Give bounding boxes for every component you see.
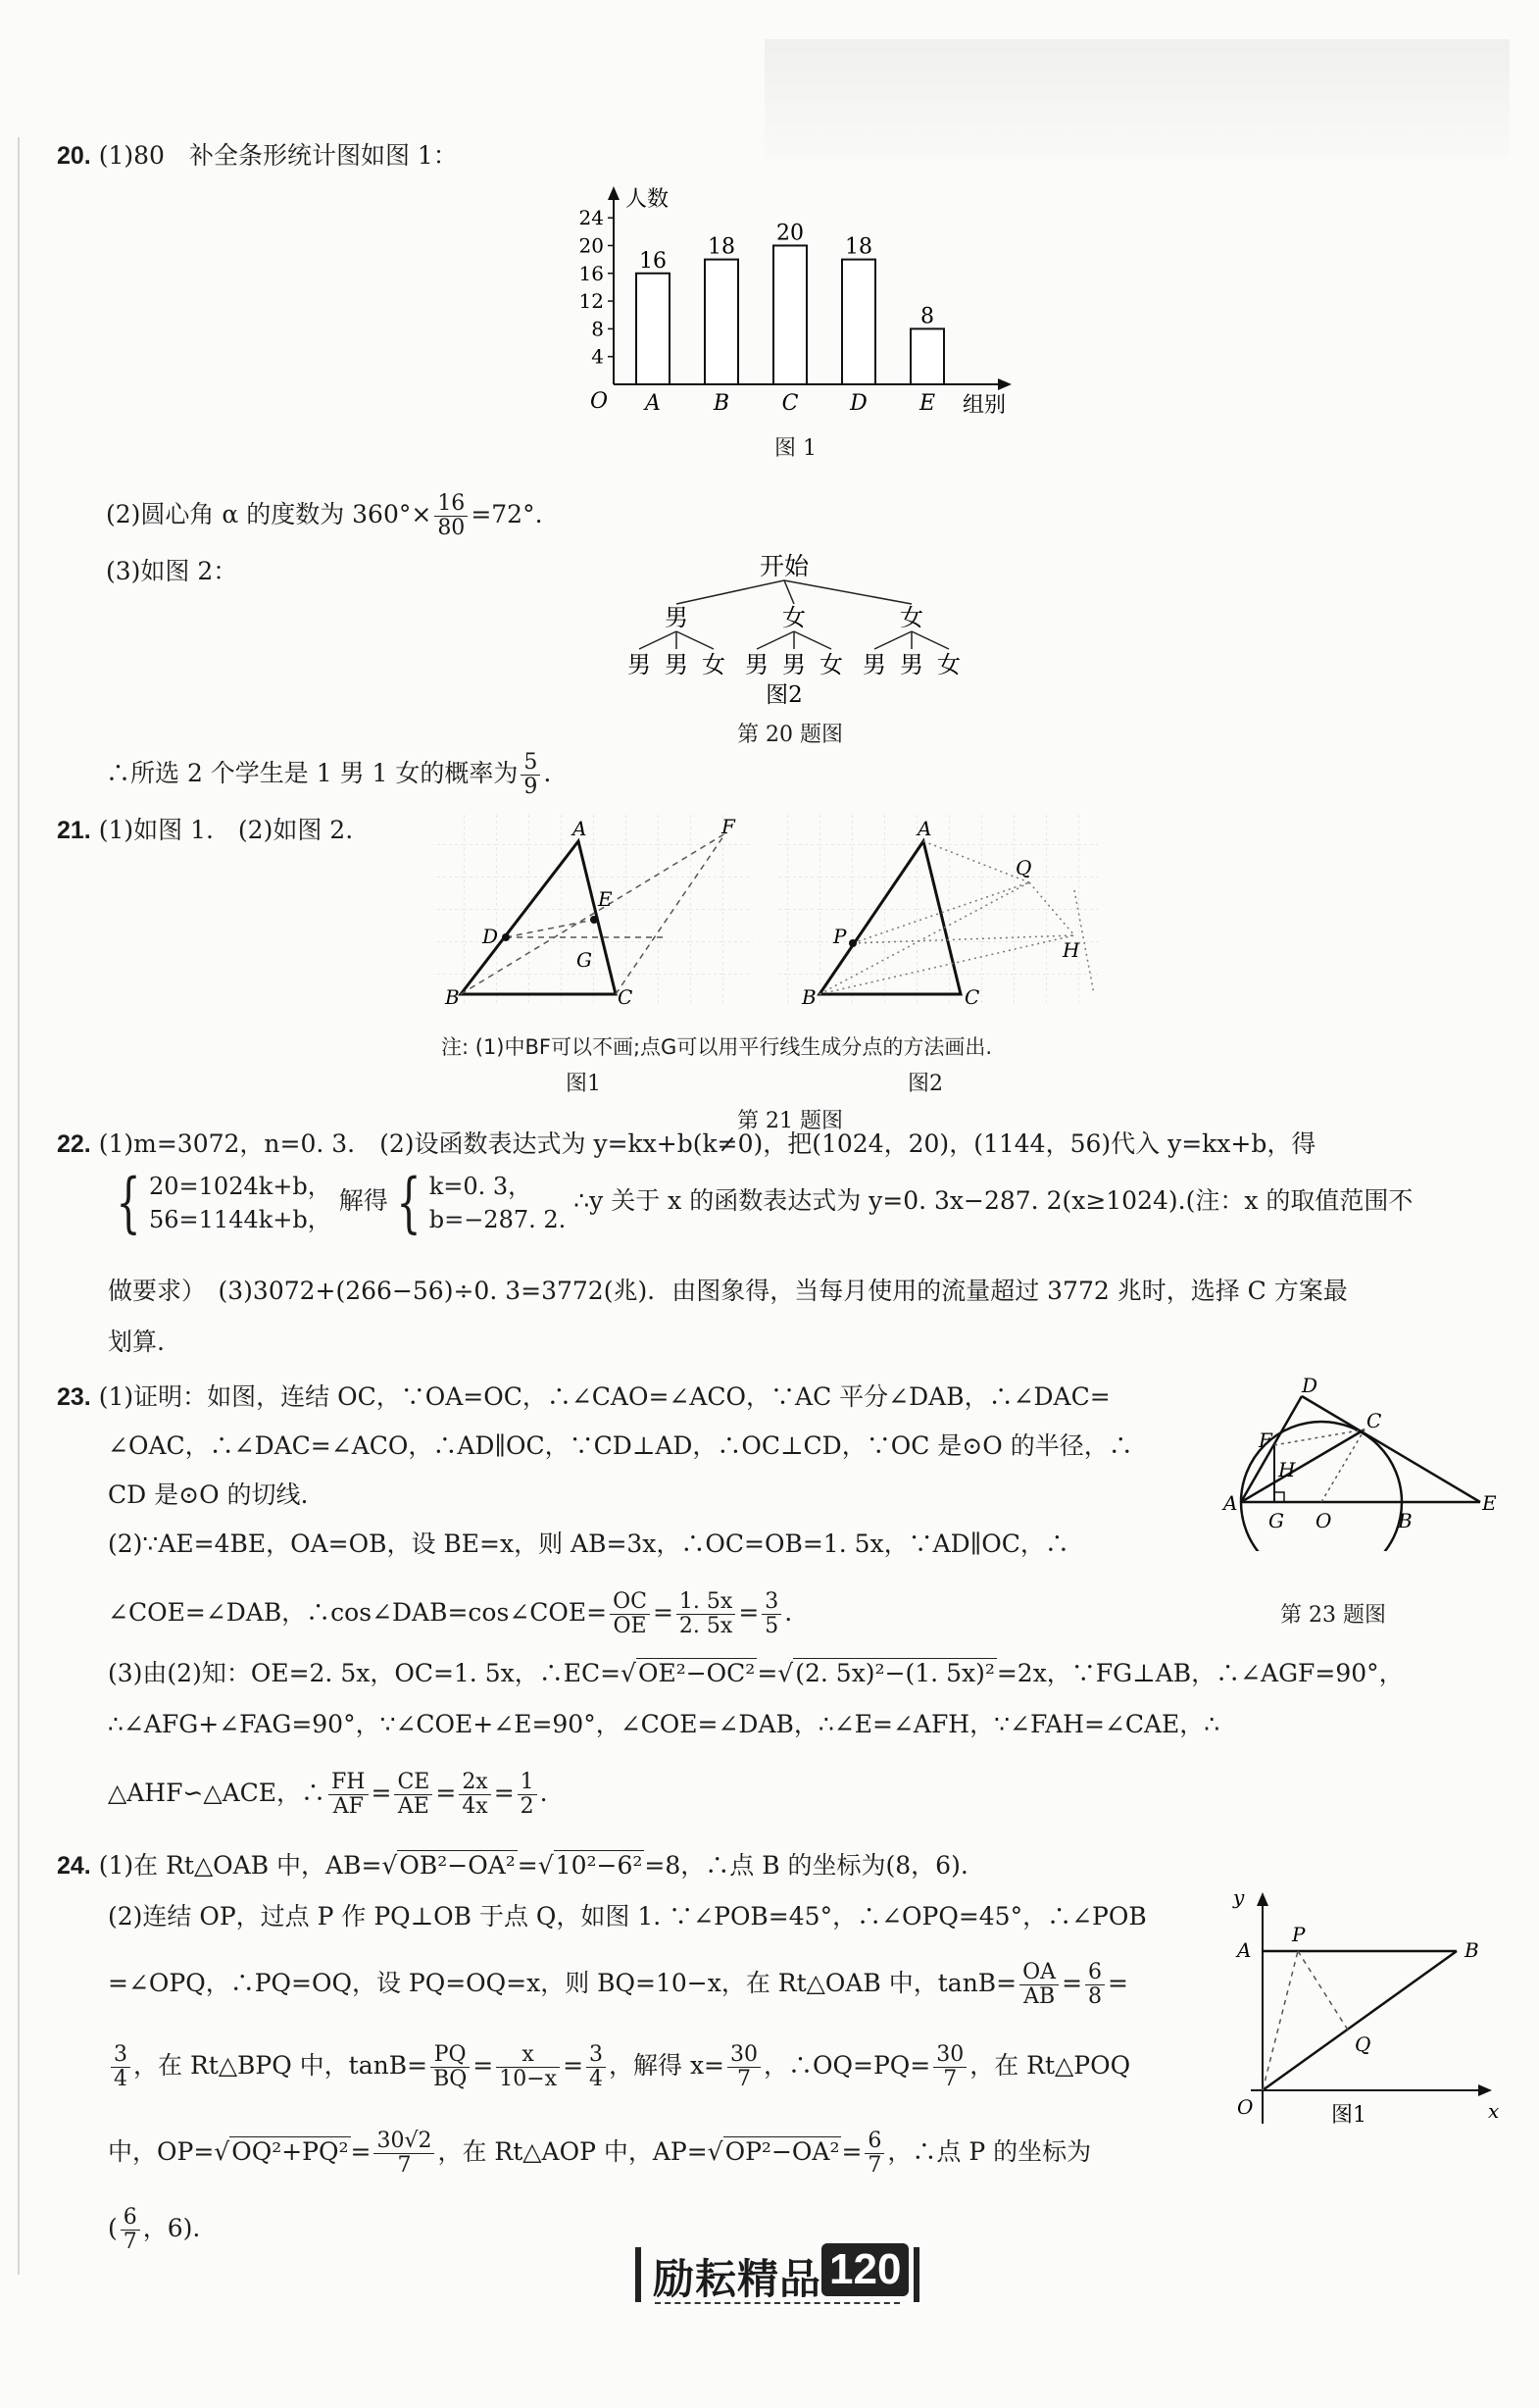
bar-value-label: 20 — [776, 221, 804, 246]
fraction: $\frac{16}{80}$ — [434, 492, 468, 540]
q21-figures — [431, 812, 1108, 1037]
svg-text:G: G — [576, 948, 592, 972]
brand-name: 励耘精品 — [653, 2255, 822, 2303]
x-tick-label: A — [645, 391, 661, 416]
point-d — [502, 933, 510, 941]
q21-line1: 21. (1)如图 1. (2)如图 2. — [57, 816, 354, 844]
q20-line1: 20. (1)80 补全条形统计图如图 1： — [57, 141, 458, 170]
tree-leaf-node: 女 — [937, 651, 961, 678]
svg-text:P: P — [1292, 1923, 1306, 1946]
q22-line4: 划算. — [108, 1328, 165, 1356]
q20-figure-caption: 第 20 题图 — [737, 723, 843, 747]
footer-logo — [635, 2241, 919, 2306]
tree-leaf-node: 男 — [745, 651, 769, 678]
tree-level1-node: 女 — [900, 604, 923, 631]
q22-line2: { 20=1024k+b， 56=1144k+b， 解得 { k=0. 3， b=−287. 2. ∴y 关于 x 的函数表达式为 y=0. 3x−287. 2(x≥1024).(注：x 的取值范围不 — [116, 1164, 1414, 1240]
bar-value-label: 18 — [708, 234, 735, 260]
q21-cap2: 图2 — [908, 1072, 943, 1096]
q20-tree-diagram — [608, 547, 961, 714]
svg-text:A: A — [1223, 1491, 1238, 1515]
svg-text:Q: Q — [1016, 856, 1032, 879]
x-axis-label: 组别 — [963, 393, 1007, 418]
grid-2 — [778, 814, 1098, 1006]
q21-figure-caption: 第 21 题图 — [737, 1109, 843, 1133]
q21-number: 21. — [57, 817, 91, 844]
tree-level1-node: 女 — [782, 604, 806, 631]
svg-text:A: A — [572, 817, 587, 840]
svg-text:D: D — [1302, 1375, 1318, 1397]
q24-line5: 中，OP=√OQ²+PQ²= $\frac{30√2}{7}$ ，在 Rt△AOP 中，AP=√OP²−OA²= $\frac{6}{7}$ ，∴点 P 的坐标为 — [108, 2129, 1092, 2178]
svg-text:H: H — [1063, 938, 1080, 962]
q23-line3: CD 是⊙O 的切线. — [108, 1480, 309, 1509]
q24-line4: $\frac{3}{4}$ ，在 Rt△BPQ 中，tanB= $\frac{PQ}{BQ}$ = $\frac{x}{10-x}$ = $\frac{3}{4}$ ，解得 x= $\frac{30}{7}$ ，∴OQ=PQ= $\frac{30}{7}$ ，在 Rt△POQ — [108, 2043, 1130, 2091]
q24-figure — [1223, 1882, 1508, 2137]
y-tick-label: 8 — [591, 317, 604, 341]
q22-line3: 做要求） (3)3072+(266−56)÷0. 3=3772(兆)．由图象得，当每月使用的流量超过 3772 兆时，选择 C 方案最 — [108, 1277, 1348, 1305]
svg-text:F: F — [1259, 1429, 1272, 1452]
bar-value-label: 8 — [920, 304, 934, 329]
tree-leaf-node: 男 — [665, 651, 688, 678]
svg-text:F: F — [721, 815, 735, 838]
q23-line1: 23. (1)证明：如图，连结 OC，∵OA=OC，∴∠CAO=∠ACO，∵AC 平分∠DAB，∴∠DAC= — [57, 1382, 1111, 1411]
y-tick-label: 4 — [591, 344, 604, 369]
tree-leaf-node: 男 — [900, 651, 923, 678]
svg-text:C: C — [965, 985, 980, 1009]
q22-line1: 22. (1)m=3072，n=0. 3. (2)设函数表达式为 y=kx+b(k≠0)，把(1024，20)，(1144，56)代入 y=kx+b，得 — [57, 1129, 1316, 1158]
page-number: 120 — [821, 2243, 909, 2296]
q22-number: 22. — [57, 1130, 91, 1158]
tree-leaf-node: 男 — [627, 651, 651, 678]
y-tick-label: 24 — [578, 206, 604, 230]
q23-line2: ∠OAC，∴∠DAC=∠ACO，∴AD∥OC，∵CD⊥AD，∴OC⊥CD，∵OC 是⊙O 的半径，∴ — [108, 1431, 1133, 1460]
svg-text:B: B — [1398, 1509, 1413, 1532]
tree-leaf-node: 女 — [819, 651, 843, 678]
svg-text:E: E — [1482, 1491, 1497, 1515]
bar-value-label: 16 — [639, 248, 667, 274]
fraction: $\frac{5}{9}$ — [521, 751, 540, 799]
tree-leaf-node: 男 — [782, 651, 806, 678]
tree-caption: 图2 — [766, 682, 803, 708]
q20-line3: (3)如图 2： — [106, 557, 238, 585]
q23-line4: (2)∵AE=4BE，OA=OB，设 BE=x，则 AB=3x，∴OC=OB=1. 5x，∵AD∥OC，∴ — [108, 1530, 1069, 1558]
x-tick-label: E — [918, 391, 936, 416]
svg-text:O: O — [1316, 1509, 1332, 1532]
svg-text:D: D — [482, 925, 499, 948]
q20-line4: ∴所选 2 个学生是 1 男 1 女的概率为 $\frac{5}{9}$ . — [106, 750, 552, 799]
svg-text:y: y — [1233, 1885, 1245, 1909]
q20-number: 20. — [57, 142, 91, 170]
svg-text:O: O — [1237, 2095, 1254, 2119]
q23-line7: ∴∠AFG+∠FAG=90°，∵∠COE+∠E=90°，∠COE=∠DAB，∴∠E=∠AFH，∵∠FAH=∠CAE，∴ — [108, 1710, 1220, 1738]
x-tick-label: C — [781, 391, 799, 416]
q23-line5: ∠COE=∠DAB，∴cos∠DAB=cos∠COE= $\frac{OC}{OE}$ = $\frac{1. 5x}{2. 5x}$ = $\frac{3}{5}$ . — [108, 1589, 793, 1638]
q24-number: 24. — [57, 1852, 91, 1880]
point-e — [590, 916, 598, 924]
scan-shading — [765, 39, 1510, 157]
q20-chart-caption: 图 1 — [774, 436, 817, 461]
bar-A — [636, 274, 670, 384]
bar-C — [773, 245, 807, 384]
origin-label: O — [590, 389, 609, 414]
q23-line6: (3)由(2)知：OE=2. 5x，OC=1. 5x，∴EC=√OE²−OC²=√(2. 5x)²−(1. 5x)²=2x，∵FG⊥AB，∴∠AGF=90°， — [108, 1659, 1404, 1687]
x-axis-arrow — [998, 378, 1012, 390]
svg-text:B: B — [1465, 1938, 1479, 1962]
point-p — [849, 939, 857, 947]
y-tick-label: 12 — [578, 289, 604, 314]
svg-text:C: C — [1366, 1409, 1382, 1432]
tree-level1-node: 男 — [665, 604, 688, 631]
q24-line2: (2)连结 OP，过点 P 作 PQ⊥OB 于点 Q，如图 1. ∵∠POB=45°，∴∠OPQ=45°，∴∠POB — [108, 1902, 1147, 1931]
tree-leaf-node: 男 — [863, 651, 886, 678]
y-axis-label: 人数 — [625, 187, 670, 212]
svg-text:A: A — [1237, 1938, 1252, 1962]
svg-text:C: C — [618, 985, 633, 1009]
svg-text:E: E — [598, 887, 613, 911]
svg-text:G: G — [1268, 1509, 1284, 1532]
q23-figure — [1216, 1375, 1500, 1551]
y-axis-arrow — [608, 186, 620, 200]
svg-text:A: A — [918, 817, 932, 840]
q20-bar-chart — [569, 176, 1019, 431]
svg-text:x: x — [1488, 2099, 1500, 2123]
y-tick-label: 16 — [578, 261, 604, 285]
svg-text:P: P — [833, 925, 847, 948]
svg-text:H: H — [1278, 1458, 1296, 1481]
bar-D — [842, 260, 875, 384]
svg-text:图1: 图1 — [1331, 2103, 1366, 2128]
bar-B — [705, 260, 738, 384]
q24-line3: =∠OPQ，∴PQ=OQ，设 PQ=OQ=x，则 BQ=10−x，在 Rt△OAB 中，tanB= $\frac{OA}{AB}$ = $\frac{6}{8}$ = — [108, 1960, 1128, 2009]
q23-line8: △AHF∽△ACE，∴ $\frac{FH}{AF}$ = $\frac{CE}{AE}$ = $\frac{2x}{4x}$ = $\frac{1}{2}$ . — [108, 1770, 548, 1819]
tree-leaf-node: 女 — [702, 651, 725, 678]
q21-cap1: 图1 — [566, 1072, 601, 1096]
q20-line2: (2)圆心角 α 的度数为 360°× $\frac{16}{80}$ =72°. — [106, 491, 543, 540]
bar-value-label: 18 — [845, 234, 872, 260]
svg-text:B: B — [445, 985, 460, 1009]
svg-text:Q: Q — [1355, 2032, 1371, 2056]
bar-E — [911, 328, 944, 384]
x-tick-label: B — [713, 391, 730, 416]
q21-note: 注: (1)中BF可以不画;点G可以用平行线生成分点的方法画出. — [441, 1035, 993, 1059]
q24-line1: 24. (1)在 Rt△OAB 中，AB=√OB²−OA²=√10²−6²=8，∴点 B 的坐标为(8，6). — [57, 1851, 968, 1880]
x-tick-label: D — [850, 391, 868, 416]
grid-1 — [433, 814, 753, 1006]
q23-figure-caption: 第 23 题图 — [1280, 1603, 1386, 1628]
svg-text:B: B — [802, 985, 817, 1009]
q24-line6: ( $\frac{6}{7}$ ，6). — [108, 2205, 201, 2254]
q23-number: 23. — [57, 1383, 91, 1411]
tree-root: 开始 — [759, 552, 810, 580]
margin-rule — [18, 137, 20, 2275]
y-tick-label: 20 — [578, 233, 604, 258]
